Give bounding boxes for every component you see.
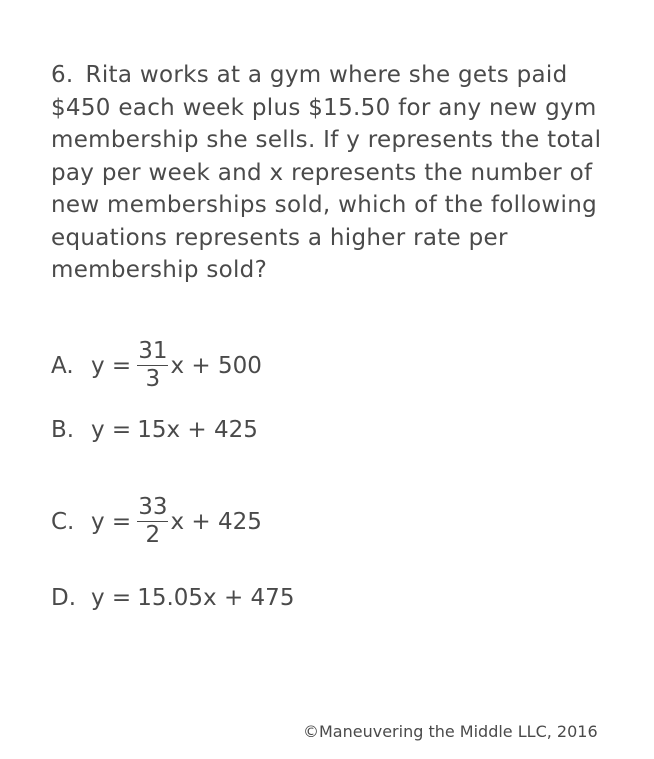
choice-letter: C.	[51, 508, 75, 535]
question-text-block	[51, 59, 631, 287]
choice-letter: A.	[51, 352, 74, 379]
choice-equation	[91, 496, 262, 547]
equation-lhs: y =	[91, 417, 132, 443]
fraction-denominator: 3	[145, 366, 161, 392]
choice-letter: B.	[51, 417, 75, 443]
equation-rhs: x + 425	[170, 508, 262, 535]
question-number: 6.	[51, 62, 74, 88]
answer-choice-d	[51, 584, 294, 612]
answer-choice-c	[51, 496, 262, 547]
equation-rhs: x + 500	[170, 352, 262, 379]
copyright-footer: ©Maneuvering the Middle LLC, 2016	[303, 722, 598, 741]
fraction	[137, 496, 168, 547]
choice-equation	[91, 340, 262, 391]
fraction-numerator: 33	[138, 494, 168, 520]
answer-choice-b	[51, 416, 258, 444]
answer-choice-a	[51, 340, 262, 391]
question-prompt: Rita works at a gym where she gets paid $450 each week plus $15.50 for any new gym membership she sells. If y represents the total pay per week and x represents the number of new memberships sold, which of the following equations represents a higher rate per membership sold?	[51, 62, 602, 283]
choice-equation	[91, 416, 258, 444]
fraction-denominator: 2	[145, 522, 161, 548]
fraction	[137, 340, 168, 391]
equation-rhs: 15x + 425	[137, 417, 258, 443]
equation-lhs: y =	[91, 585, 132, 611]
choice-letter: D.	[51, 585, 77, 611]
equation-rhs: 15.05x + 475	[137, 585, 295, 611]
choice-equation	[91, 584, 294, 612]
equation-lhs: y =	[91, 352, 132, 379]
fraction-numerator: 31	[138, 338, 168, 364]
equation-lhs: y =	[91, 508, 132, 535]
